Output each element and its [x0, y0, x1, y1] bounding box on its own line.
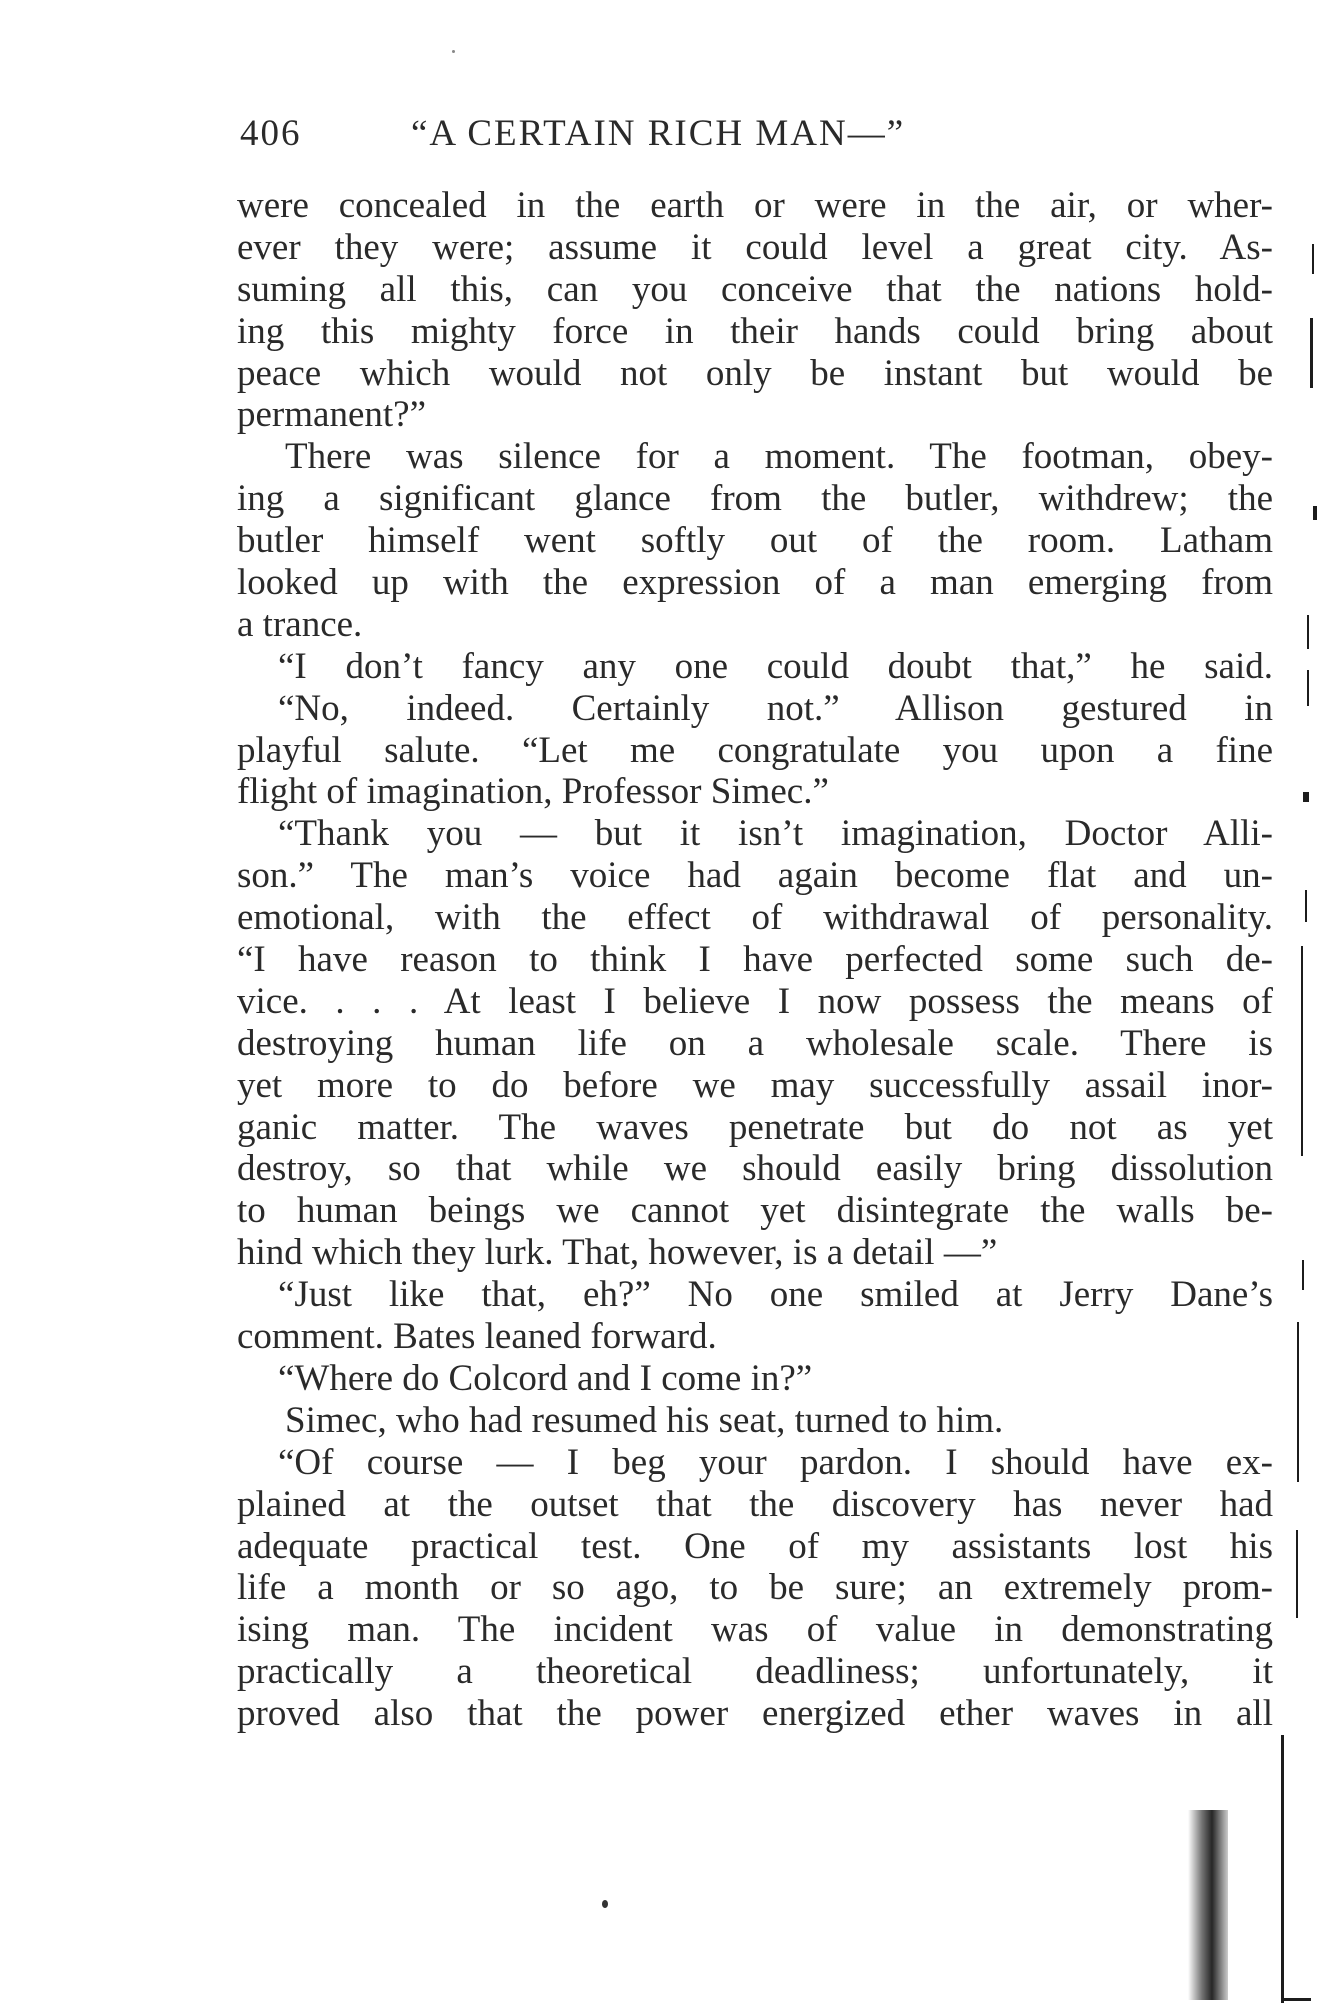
scan-edge-mark: [1307, 615, 1309, 649]
text-line: plained at the outset that the discovery has never had: [237, 1483, 1273, 1525]
text-line: “I don’t fancy any one could doubt that,” he said.: [278, 645, 1273, 687]
text-line: flight of imagination, Professor Simec.”: [237, 771, 829, 813]
text-line: looked up with the expression of a man emerging from: [237, 562, 1273, 604]
text-line: ing a significant glance from the butler, withdrew; the: [237, 478, 1273, 520]
scan-edge-mark: [1301, 946, 1303, 1156]
scan-edge-mark: [1302, 1260, 1304, 1290]
scan-edge-mark: [1313, 506, 1317, 520]
text-line: to human beings we cannot yet disintegrate the walls be-: [237, 1190, 1273, 1232]
text-line: were concealed in the earth or were in the air, or wher-: [237, 185, 1273, 226]
scan-edge-mark: [1307, 670, 1309, 706]
running-title: “A CERTAIN RICH MAN—”: [411, 113, 906, 154]
body-text: [237, 185, 1273, 1735]
text-line: emotional, with the effect of withdrawal of personality.: [237, 897, 1273, 939]
scan-edge-mark: [1312, 244, 1314, 274]
page-number: 406: [240, 113, 302, 154]
text-line: yet more to do before we may successfully assail inor-: [237, 1064, 1273, 1106]
text-line: There was silence for a moment. The footman, obey-: [285, 436, 1273, 478]
page-header: [240, 104, 1140, 164]
text-line: hind which they lurk. That, however, is a detail —”: [237, 1232, 998, 1274]
scan-edge-mark: [1305, 890, 1307, 922]
text-line: ising man. The incident was of value in demonstrating: [237, 1609, 1273, 1651]
scan-shadow: [1188, 1810, 1228, 2000]
text-line: destroy, so that while we should easily bring dissolution: [237, 1148, 1273, 1190]
text-line: a trance.: [237, 603, 363, 645]
text-line: butler himself went softly out of the room. Latham: [237, 520, 1273, 562]
text-line: playful salute. “Let me congratulate you upon a fine: [237, 729, 1273, 771]
text-line: comment. Bates leaned forward.: [237, 1316, 717, 1358]
text-line: permanent?”: [237, 394, 426, 436]
text-line: “Thank you — but it isn’t imagination, Doctor Alli-: [278, 813, 1273, 855]
text-line: ever they were; assume it could level a great city. As-: [237, 226, 1273, 268]
text-line: “Of course — I beg your pardon. I should have ex-: [278, 1441, 1273, 1483]
text-line: ganic matter. The waves penetrate but do not as yet: [237, 1106, 1273, 1148]
scan-edge-mark: [1310, 318, 1313, 388]
text-line: destroying human life on a wholesale scale. There is: [237, 1022, 1273, 1064]
text-line: “Where do Colcord and I come in?”: [278, 1357, 813, 1399]
scan-speck: [602, 1900, 608, 1908]
scan-edge-mark: [1297, 1322, 1299, 1482]
text-line: ing this mighty force in their hands could bring about: [237, 310, 1273, 352]
text-line: vice. . . . At least I believe I now possess the means of: [237, 980, 1273, 1022]
scan-edge-mark: [1303, 792, 1309, 802]
scan-edge-mark: [1296, 1530, 1298, 1618]
scan-edge-mark: [1281, 1735, 1284, 2003]
text-line: life a month or so ago, to be sure; an extremely prom-: [237, 1567, 1273, 1609]
text-line: “I have reason to think I have perfected some such de-: [237, 939, 1273, 981]
scan-edge-mark: [1281, 1998, 1311, 2001]
text-line: “Just like that, eh?” No one smiled at Jerry Dane’s: [278, 1274, 1273, 1316]
text-line: suming all this, can you conceive that the nations hold-: [237, 268, 1273, 310]
text-line: peace which would not only be instant but would be: [237, 352, 1273, 394]
text-line: son.” The man’s voice had again become flat and un-: [237, 855, 1273, 897]
text-line: proved also that the power energized ether waves in all: [237, 1693, 1273, 1735]
text-line: Simec, who had resumed his seat, turned to him.: [285, 1399, 1004, 1441]
text-line: “No, indeed. Certainly not.” Allison gestured in: [278, 687, 1273, 729]
text-line: practically a theoretical deadliness; unfortunately, it: [237, 1651, 1273, 1693]
scan-speck: [452, 50, 455, 53]
text-line: adequate practical test. One of my assistants lost his: [237, 1525, 1273, 1567]
